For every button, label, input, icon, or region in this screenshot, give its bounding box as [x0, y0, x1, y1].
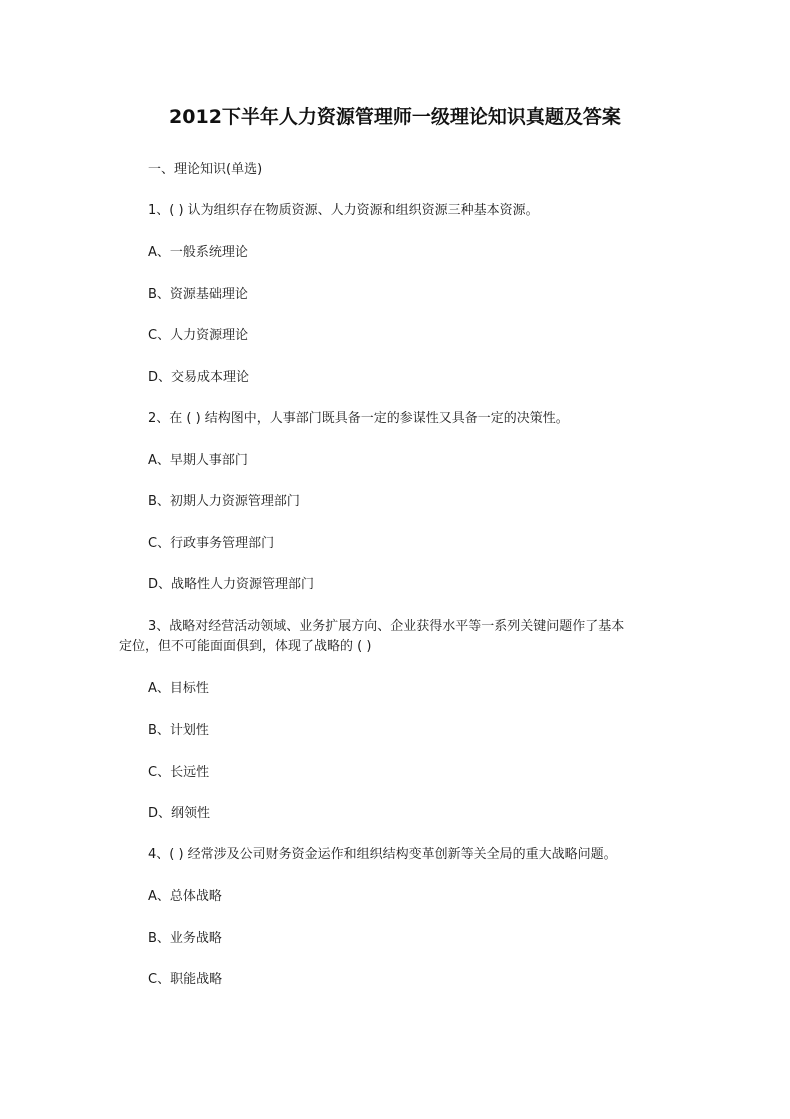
question-3-option-d: D、纲领性 [148, 806, 211, 821]
question-3-stem-line-2: 定位，但不可能面面俱到，体现了战略的 ( ) [119, 639, 372, 654]
question-2-option-b: B、初期人力资源管理部门 [148, 494, 300, 509]
question-4-option-a: A、总体战略 [148, 889, 222, 904]
question-3-option-c: C、长远性 [148, 765, 210, 780]
question-1-option-a: A、一般系统理论 [148, 245, 248, 260]
question-4-option-c: C、职能战略 [148, 972, 223, 987]
question-4-option-b: B、业务战略 [148, 931, 222, 946]
question-1-option-c: C、人力资源理论 [148, 328, 249, 343]
question-2-option-a: A、早期人事部门 [148, 453, 248, 468]
question-1-stem: 1、( ) 认为组织存在物质资源、人力资源和组织资源三种基本资源。 [148, 203, 539, 218]
question-3-option-a: A、目标性 [148, 681, 209, 696]
section-heading: 一、理论知识(单选) [148, 162, 263, 177]
question-1-option-b: B、资源基础理论 [148, 287, 248, 302]
document-title: 2012下半年人力资源管理师一级理论知识真题及答案 [169, 106, 621, 128]
question-2-stem: 2、在 ( ) 结构图中，人事部门既具备一定的参谋性又具备一定的决策性。 [148, 411, 569, 426]
question-1-option-d: D、交易成本理论 [148, 370, 250, 385]
question-2-option-d: D、战略性人力资源管理部门 [148, 577, 315, 592]
question-3-stem-line-1: 3、战略对经营活动领域、业务扩展方向、企业获得水平等一系列关键问题作了基本 [148, 619, 625, 634]
question-4-stem: 4、( ) 经常涉及公司财务资金运作和组织结构变革创新等关全局的重大战略问题。 [148, 847, 617, 862]
question-2-option-c: C、行政事务管理部门 [148, 536, 275, 551]
question-3-option-b: B、计划性 [148, 723, 209, 738]
